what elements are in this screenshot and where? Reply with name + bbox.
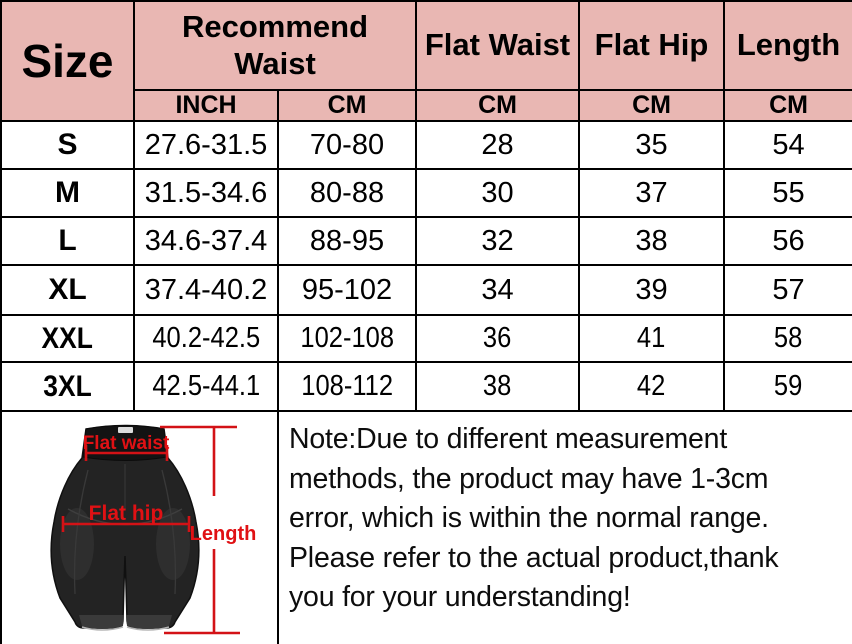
waist-inch-cell: 40.2-42.5: [152, 322, 260, 354]
waist-cm-cell: 88-95: [309, 224, 385, 257]
length-cell: 57: [772, 273, 805, 306]
length-label: Length: [189, 523, 257, 545]
flat-hip-cell: 38: [635, 224, 668, 257]
product-diagram-cell: [1, 411, 278, 644]
flat-waist-cell: 38: [483, 370, 512, 402]
note-cell: [278, 411, 852, 644]
header-recommend-waist-line1: Recommend: [181, 8, 369, 44]
waist-inch-cell: 34.6-37.4: [144, 224, 268, 257]
header-flat-waist: Flat Waist: [416, 1, 579, 90]
length-cell: 54: [772, 128, 805, 161]
flat-waist-cell: 32: [481, 224, 514, 257]
size-cell: XL: [48, 273, 87, 306]
waist-inch-cell: 42.5-44.1: [152, 370, 260, 402]
flat-hip-cell: 42: [637, 370, 666, 402]
flat-hip-cell: 39: [635, 273, 668, 306]
note-line: Note:Due to different measurement: [289, 423, 728, 455]
note-text: [279, 412, 852, 618]
header-size: Size: [1, 1, 134, 121]
unit-length-cm: CM: [724, 90, 852, 121]
unit-flat-hip-cm: CM: [579, 90, 724, 121]
table-row-3xl: [1, 362, 852, 411]
table-row-xl: [1, 265, 852, 315]
note-line: methods, the product may have 1-3cm: [289, 462, 769, 495]
length-cell: 59: [774, 370, 803, 402]
length-cell: 55: [772, 176, 805, 209]
flat-hip-cell: 35: [635, 128, 668, 161]
flat-waist-cell: 28: [481, 128, 514, 161]
header-recommend-waist: [134, 1, 416, 90]
waist-cm-cell: 102-108: [300, 322, 394, 354]
unit-waist-inch: INCH: [134, 90, 278, 121]
size-cell: XXL: [41, 321, 94, 355]
table-row-l: [1, 217, 852, 265]
flat-hip-cell: 41: [637, 322, 666, 354]
size-cell: 3XL: [43, 369, 92, 403]
note-line: Please refer to the actual product,thank: [289, 541, 779, 574]
note-line: you for your understanding!: [289, 581, 631, 613]
flat-waist-cell: 30: [481, 176, 514, 209]
header-length: Length: [724, 1, 852, 90]
size-cell: M: [55, 176, 80, 209]
header-flat-hip: Flat Hip: [579, 1, 724, 90]
header-recommend-waist-line2: Waist: [234, 46, 316, 82]
waist-cm-cell: 95-102: [301, 273, 393, 306]
unit-waist-cm: CM: [278, 90, 416, 121]
shapewear-silhouette: [51, 426, 199, 631]
table-row-xxl: [1, 315, 852, 362]
waist-cm-cell: 70-80: [309, 128, 385, 161]
waist-inch-cell: 31.5-34.6: [144, 176, 268, 209]
table-row-m: [1, 169, 852, 217]
waist-cm-cell: 108-112: [301, 370, 393, 402]
product-diagram: [2, 412, 275, 640]
flat-hip-label: Flat hip: [88, 502, 164, 525]
flat-hip-cell: 37: [635, 176, 668, 209]
size-cell: S: [57, 128, 78, 161]
table-row-s: [1, 121, 852, 169]
size-cell: L: [58, 224, 77, 257]
length-cell: 58: [774, 322, 803, 354]
flat-waist-cell: 34: [481, 273, 514, 306]
waist-cm-cell: 80-88: [309, 176, 385, 209]
unit-flat-waist-cm: CM: [416, 90, 579, 121]
waist-inch-cell: 37.4-40.2: [144, 273, 268, 306]
note-line: error, which is within the normal range.: [289, 502, 769, 534]
flat-waist-label: Flat waist: [82, 433, 170, 454]
waist-inch-cell: 27.6-31.5: [144, 128, 268, 161]
flat-waist-cell: 36: [483, 322, 512, 354]
length-cell: 56: [772, 224, 805, 257]
